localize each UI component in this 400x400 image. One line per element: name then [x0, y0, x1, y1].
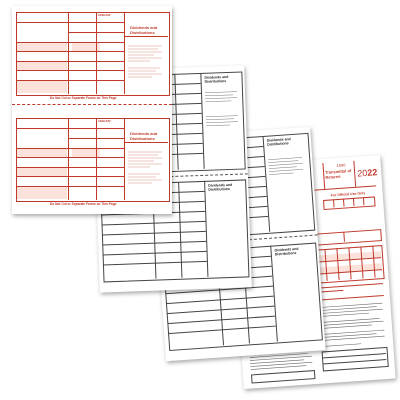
upper-form-title-2: Distributions — [204, 79, 227, 84]
upper-form-title-1: Dividends and — [204, 74, 229, 80]
form-1096-title-line1: Transmittal of — [324, 168, 352, 175]
lower-cut-notice: Do Not Cut or Separate Forms on This Page — [50, 202, 117, 206]
upper-form-number: 1099-DIV — [98, 13, 111, 17]
form-1096-title-line2: Returns — [325, 173, 341, 180]
form-1099-div-copy-a-sheet — [12, 6, 172, 214]
upper-form-title-1: Dividends and — [130, 25, 158, 30]
form-1096-number: 1096 — [336, 162, 346, 169]
form-1096-year: 2022 — [356, 167, 378, 179]
year-digits: 22 — [366, 167, 378, 178]
official-use-label: For Official Use Only — [330, 191, 366, 198]
upper-form-title-2: Distributions — [130, 30, 155, 35]
lower-form-title-2: Distributions — [208, 186, 231, 192]
lower-form-number: 1099-DIV — [98, 119, 111, 123]
upper-form-title-1: Dividends and — [266, 137, 291, 143]
lower-form-title-2: Distributions — [130, 136, 155, 141]
upper-form-title-2: Distributions — [267, 141, 289, 147]
lower-form-title-1: Dividends and — [208, 182, 233, 188]
upper-cut-notice: Do Not Cut or Separate Forms on This Page — [50, 96, 117, 100]
lower-form-title-1: Dividends and — [274, 246, 299, 253]
lower-form-title-1: Dividends and — [130, 131, 158, 136]
lower-form-title-2: Distributions — [274, 250, 297, 257]
